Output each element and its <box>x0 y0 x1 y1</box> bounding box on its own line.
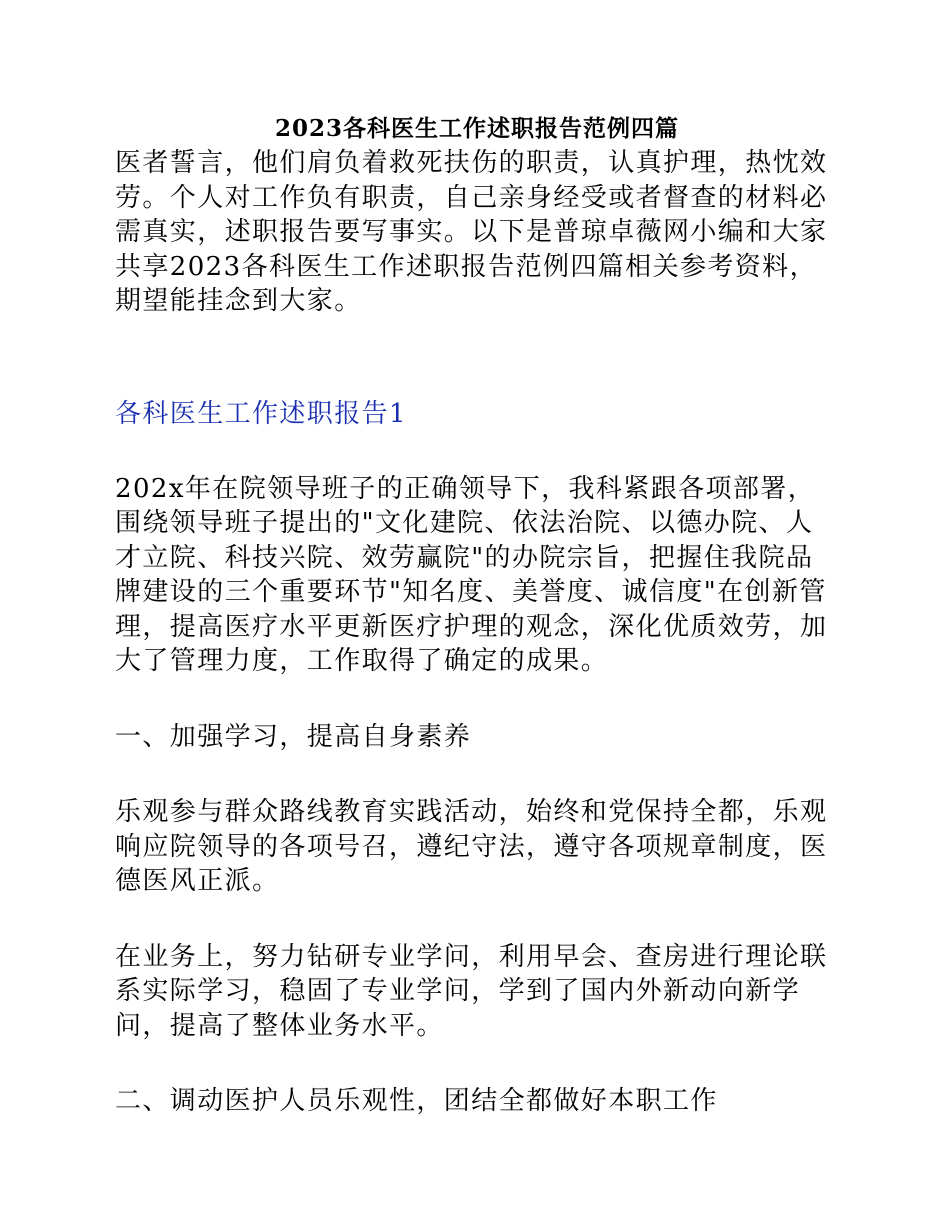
subheading-1: 一、加强学习，提高自身素养 <box>115 721 472 752</box>
body-paragraph-2: 乐观参与群众路线教育实践活动，始终和党保持全都，乐观响应院领导的各项号召，遵纪守法，遵守各项规章制度，医德医风正派。 <box>115 797 828 896</box>
body-paragraph-1: 202x年在院领导班子的正确领导下，我科紧跟各项部署，围绕领导班子提出的"文化建院、依法治院、以德办院、人才立院、科技兴院、效劳赢院"的办院宗旨，把握住我院品牌建设的三个重要环节"知名度、美誉度、诚信度"在创新管理，提高医疗水平更新医疗护理的观念，深化优质效劳，加大了管理力度，工作取得了确定的成果。 <box>115 473 828 676</box>
body-paragraph-3: 在业务上，努力钻研专业学问，利用早会、查房进行理论联系实际学习，稳固了专业学问，学到了国内外新动向新学问，提高了整体业务水平。 <box>115 941 828 1041</box>
document-page <box>115 112 839 1119</box>
document-title: 2023各科医生工作述职报告范例四篇 <box>274 115 679 142</box>
subheading-2: 二、调动医护人员乐观性，团结全都做好本职工作 <box>115 1086 718 1116</box>
section-heading-1: 各科医生工作述职报告1 <box>115 398 407 429</box>
intro-paragraph: 医者誓言，他们肩负着救死扶伤的职责，认真护理，热忱效劳。个人对工作负有职责，自己亲身经受或者督查的材料必需真实，述职报告要写事实。以下是普琼卓薇网小编和大家共享2023各科医生工作述职报告范例四篇相关参考资料，期望能挂念到大家。 <box>115 148 828 316</box>
